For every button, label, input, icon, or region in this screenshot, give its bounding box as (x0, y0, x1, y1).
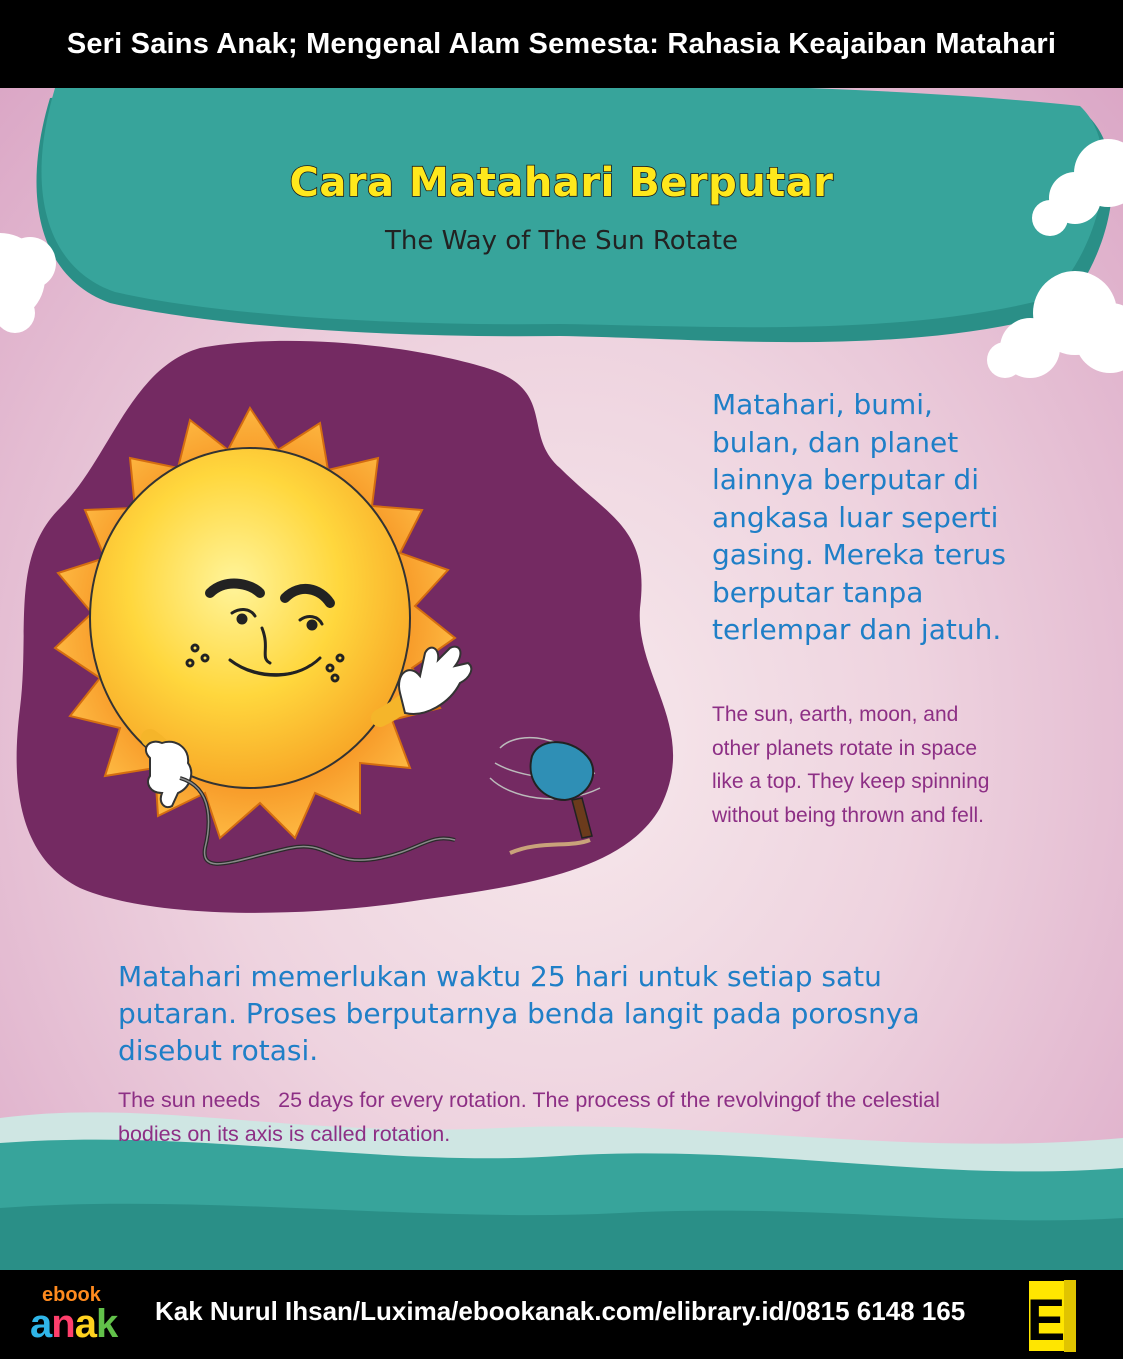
footer-credits: Kak Nurul Ihsan/Luxima/ebookanak.com/elibrary.id/0815 6148 165 (155, 1296, 966, 1326)
book-page (0, 88, 1123, 1270)
sun-body (90, 448, 410, 788)
paragraph-2-indonesian: Matahari memerlukan waktu 25 hari untuk setiap satu putaran. Proses berputarnya benda langit pada porosnya disebut rotasi. (118, 960, 920, 1067)
top-bar (0, 0, 1123, 88)
elibrary-letter: E (1026, 1288, 1066, 1353)
page-subtitle: The Way of The Sun Rotate (384, 226, 739, 256)
footer-bar (0, 1270, 1123, 1359)
ebookanak-logo (28, 1284, 148, 1350)
logo-main-text: anak (30, 1302, 118, 1346)
paragraph-1-english: The sun, earth, moon, and other planets rotate in space like a top. They keep spinning without being thrown and fell. (712, 703, 990, 827)
paragraph-1-indonesian: Matahari, bumi, bulan, dan planet lainnya berputar di angkasa luar seperti gasing. Mereka terus berputar tanpa terlempar dan jatuh. (712, 388, 1006, 646)
book-title: Seri Sains Anak; Mengenal Alam Semesta: Rahasia Keajaiban Matahari (66, 27, 1057, 60)
page-title: Cara Matahari Berputar (289, 160, 834, 206)
paragraph-2-english: The sun needs 25 days for every rotation. The process of the revolvingof the celestial bodies on its axis is called rotation. (118, 1088, 946, 1146)
title-banner (37, 88, 1113, 342)
elibrary-logo-icon (1026, 1278, 1078, 1354)
logo-top-text: ebook (42, 1284, 101, 1306)
